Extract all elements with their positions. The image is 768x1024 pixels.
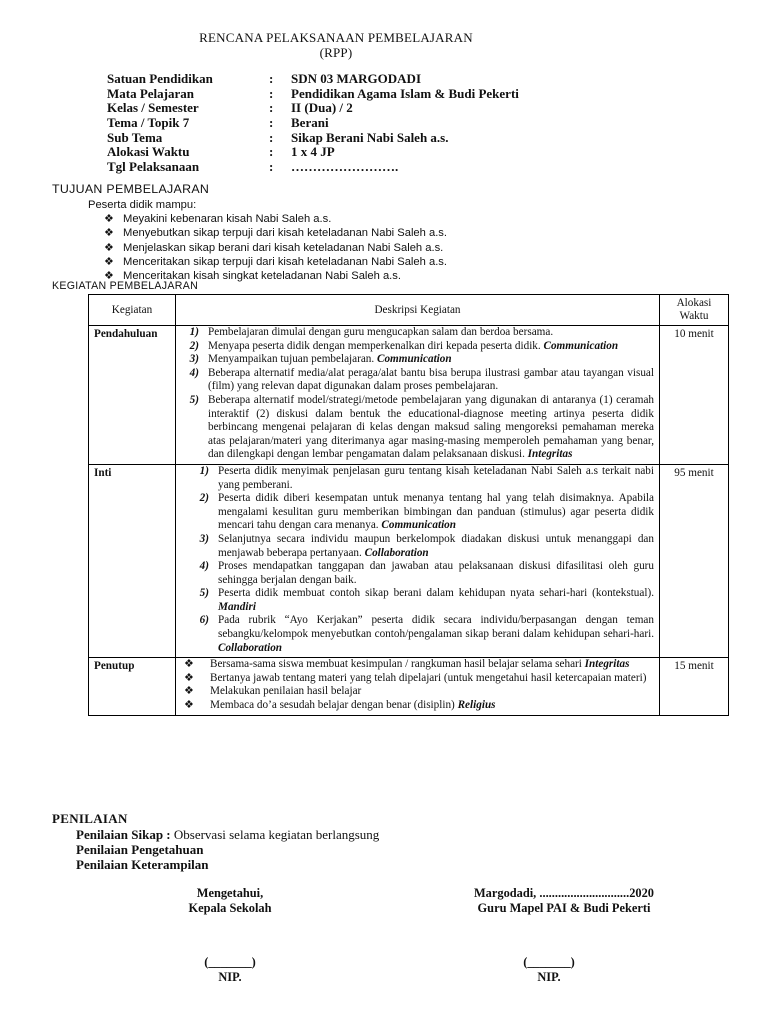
value-tag: Communication (543, 339, 619, 352)
activity-step (176, 340, 654, 354)
identity-key: Kelas / Semester (107, 100, 199, 116)
signature-left (150, 886, 310, 985)
signature-left-line2: Kepala Sekolah (188, 901, 272, 915)
signature-right-line2: Guru Mapel PAI & Budi Pekerti (477, 901, 651, 915)
step-text-block (218, 465, 654, 492)
signature-left-line1: Mengetahui, (196, 886, 264, 900)
activity-step (176, 326, 654, 340)
step-text-block (218, 560, 654, 587)
identity-value: ……………………. (291, 159, 399, 175)
document-title: RENCANA PELAKSANAAN PEMBELAJARAN (199, 30, 473, 45)
activity-step (176, 533, 654, 560)
identity-key: Tema / Topik 7 (107, 115, 190, 131)
value-tag: Collaboration (218, 641, 283, 654)
assessment-sikap-value: Observasi selama kegiatan berlangsung (170, 827, 380, 842)
step-text-block (202, 685, 654, 699)
identity-key: Satuan Pendidikan (107, 71, 213, 86)
objective-text: Meyakini kebenaran kisah Nabi Saleh a.s. (123, 213, 332, 225)
phase-penutup: Penutup (89, 658, 176, 715)
identity-colon: : (269, 115, 274, 131)
step-text: Peserta didik menyimak penjelasan guru tentang kisah keteladanan Nabi Saleh a.s terkait nabi yang pemberani. (218, 464, 654, 491)
step-text-block (208, 367, 654, 394)
penutup-time: 15 menit (660, 658, 729, 715)
identity-row (107, 160, 519, 175)
value-tag: Collaboration (364, 546, 429, 559)
activities-heading: KEGIATAN PEMBELAJARAN (52, 280, 199, 292)
identity-row (107, 131, 519, 146)
identity-colon: : (269, 159, 274, 175)
objective-item (104, 241, 447, 255)
identity-row (107, 145, 519, 160)
step-number: 1) (199, 464, 209, 477)
value-tag: Integritas (527, 448, 573, 461)
table-row (89, 464, 729, 657)
step-number: 3) (189, 353, 199, 366)
identity-value: 1 x 4 JP (291, 144, 335, 160)
step-text: Bersama-sama siswa membuat kesimpulan / rangkuman hasil belajar selama sehari (210, 658, 582, 671)
activity-step (176, 353, 654, 367)
identity-row (107, 72, 519, 87)
signature-right-line1: Margodadi, .............................2020 (473, 886, 654, 900)
step-text: Pada rubrik “Ayo Kerjakan” peserta didik secara individu/berpasangan dengan teman sebangku/kelompok menyebutkan contoh/pengalaman sikap berani dalam kehidupan sehari-hari. (218, 614, 654, 641)
objective-item (104, 212, 447, 226)
step-number: 3) (199, 532, 209, 545)
identity-key: Tgl Pelaksanaan (107, 159, 200, 175)
identity-colon: : (269, 129, 274, 145)
header-time (660, 295, 729, 326)
activity-step (176, 492, 654, 533)
objectives-heading: TUJUAN PEMBELAJARAN (52, 182, 210, 196)
identity-row (107, 87, 519, 102)
step-text: Membaca do’a sesudah belajar dengan benar (disiplin) (210, 699, 455, 712)
value-tag: Integritas (584, 658, 630, 671)
objectives-intro: Peserta didik mampu: (88, 199, 197, 211)
identity-value: SDN 03 MARGODADI (291, 71, 421, 86)
activity-step (176, 672, 654, 686)
identity-colon: : (269, 85, 274, 101)
diamond-bullet-icon: ❖ (183, 699, 195, 712)
diamond-bullet-icon: ❖ (183, 685, 195, 698)
step-number: 1) (189, 326, 199, 338)
diamond-bullet-icon: ❖ (104, 270, 115, 283)
activity-step (176, 367, 654, 394)
identity-row (107, 116, 519, 131)
signature-left-name: (_______) (204, 955, 256, 969)
step-text-block (202, 658, 654, 672)
pendahuluan-description (176, 326, 660, 465)
step-number: 2) (189, 339, 199, 352)
step-text: Menyapa peserta didik dengan memperkenalkan diri kepada peserta didik. (208, 339, 541, 352)
table-row (89, 326, 729, 465)
assessment-keterampilan: Penilaian Keterampilan (76, 857, 209, 872)
identity-value: Sikap Berani Nabi Saleh a.s. (291, 129, 449, 145)
identity-colon: : (269, 144, 274, 160)
step-text: Selanjutnya secara individu maupun berkelompok diadakan diskusi untuk menanggapi dan menjawab beberapa pertanyaan. (218, 532, 654, 559)
step-text-block (202, 699, 654, 713)
activity-step (176, 685, 654, 699)
step-text-block (208, 340, 654, 354)
step-text-block (218, 587, 654, 614)
value-tag: Communication (381, 519, 456, 532)
diamond-bullet-icon: ❖ (104, 227, 115, 240)
diamond-bullet-icon: ❖ (183, 671, 195, 684)
step-text: Bertanya jawab tentang materi yang telah dipelajari (untuk mengetahui hasil ketercapaian materi) (210, 671, 647, 684)
step-number: 6) (199, 614, 209, 627)
diamond-bullet-icon: ❖ (104, 255, 115, 268)
identity-value: Pendidikan Agama Islam & Budi Pekerti (291, 85, 519, 101)
objectives-block (88, 198, 447, 283)
signature-right-nip: NIP. (537, 970, 561, 984)
step-text-block (202, 672, 654, 686)
header-description: Deskripsi Kegiatan (176, 295, 660, 326)
identity-colon: : (269, 71, 274, 86)
table-row (89, 658, 729, 715)
activity-step (176, 465, 654, 492)
phase-pendahuluan: Pendahuluan (89, 326, 176, 465)
step-text: Pembelajaran dimulai dengan guru mengucapkan salam dan berdoa bersama. (208, 326, 554, 338)
assessment-sikap-label: Penilaian Sikap : (76, 827, 171, 842)
activity-step (176, 560, 654, 587)
inti-time: 95 menit (660, 464, 729, 657)
assessment-pengetahuan: Penilaian Pengetahuan (76, 842, 204, 857)
step-number: 2) (199, 492, 209, 505)
step-text-block (218, 614, 654, 655)
document-subtitle: (RPP) (319, 45, 353, 60)
step-number: 4) (189, 366, 199, 379)
pendahuluan-time: 10 menit (660, 326, 729, 465)
step-number: 5) (199, 587, 209, 600)
assessment-sikap (76, 827, 379, 843)
signature-right (446, 886, 682, 985)
diamond-bullet-icon: ❖ (183, 658, 195, 671)
step-text-block (218, 492, 654, 533)
activity-step (176, 394, 654, 462)
signature-left-nip: NIP. (218, 970, 242, 984)
diamond-bullet-icon: ❖ (104, 213, 115, 225)
header-time-line1: Alokasi (676, 297, 712, 309)
header-time-line2: Waktu (679, 310, 709, 322)
objective-text: Menceritakan kisah singkat keteladanan Nabi Saleh a.s. (123, 270, 401, 283)
activities-table (88, 294, 729, 716)
step-text-block (218, 533, 654, 560)
objective-text: Menyebutkan sikap terpuji dari kisah keteladanan Nabi Saleh a.s. (123, 227, 448, 240)
step-text: Beberapa alternatif model/strategi/metode pembelajaran yang digunakan di antaranya (1) ceramah interaktif (2) diskusi dalam bentuk the educational-diagnose meeting artinya peserta didik berbincang mengenai pelajaran di kelas dengan maksud saling mengoreksi pemahaman mereka atas pelajaran/materi yang diterimanya agar masing-masing memperoleh pemahaman yang benar, dan dilengkapi dengan lembar pengamatan dalam pelaksanaan diskusi. (208, 393, 654, 461)
value-tag: Mandiri (218, 600, 256, 613)
inti-description (176, 464, 660, 657)
identity-key: Mata Pelajaran (107, 85, 195, 101)
step-text-block (208, 353, 654, 367)
objective-item (104, 255, 447, 269)
activity-step (176, 587, 654, 614)
objective-item (104, 226, 447, 240)
identity-block (107, 72, 519, 175)
signature-right-name: (_______) (523, 955, 575, 969)
identity-colon: : (269, 100, 274, 116)
identity-row (107, 101, 519, 116)
activity-step (176, 614, 654, 655)
identity-value: II (Dua) / 2 (291, 100, 353, 116)
objectives-list (88, 212, 447, 283)
diamond-bullet-icon: ❖ (104, 241, 115, 254)
objective-text: Menjelaskan sikap berani dari kisah keteladanan Nabi Saleh a.s. (123, 241, 444, 254)
step-number: 5) (189, 393, 199, 406)
header-activity: Kegiatan (89, 295, 176, 326)
step-text: Menyampaikan tujuan pembelajaran. (208, 353, 375, 366)
step-text: Peserta didik membuat contoh sikap berani dalam kehidupan nyata sehari-hari (kontekstual). (218, 587, 654, 600)
table-header-row (89, 295, 729, 326)
penutup-description (176, 658, 660, 715)
step-text-block (208, 326, 654, 340)
activity-step (176, 699, 654, 713)
assessment-heading: PENILAIAN (52, 811, 128, 826)
step-number: 4) (199, 560, 209, 573)
step-text: Peserta didik diberi kesempatan untuk menanya tentang hal yang telah disimaknya. Apabila mengalami kesulitan guru memberikan bimbingan dan panduan (stimulus) agar peserta didik mencari tahu dengan cara menanya. (218, 492, 654, 532)
identity-key: Alokasi Waktu (107, 144, 190, 160)
identity-key: Sub Tema (107, 129, 163, 145)
step-text-block (208, 394, 654, 462)
step-text: Proses mendapatkan tanggapan dan jawaban atau pelaksanaan diskusi difasilitasi oleh guru sehingga berjalan dengan baik. (218, 560, 654, 586)
objective-text: Menceritakan sikap terpuji dari kisah keteladanan Nabi Saleh a.s. (123, 255, 448, 268)
activity-step (176, 658, 654, 672)
identity-value: Berani (291, 115, 329, 131)
step-text: Melakukan penilaian hasil belajar (210, 685, 362, 698)
step-text: Beberapa alternatif media/alat peraga/alat bantu bisa berupa ilustrasi gambar atau tayangan visual (film) yang relevan dapat digunakan dalam proses pembelajaran. (208, 366, 654, 393)
value-tag: Communication (377, 353, 452, 366)
value-tag: Religius (457, 699, 496, 712)
phase-inti: Inti (89, 464, 176, 657)
